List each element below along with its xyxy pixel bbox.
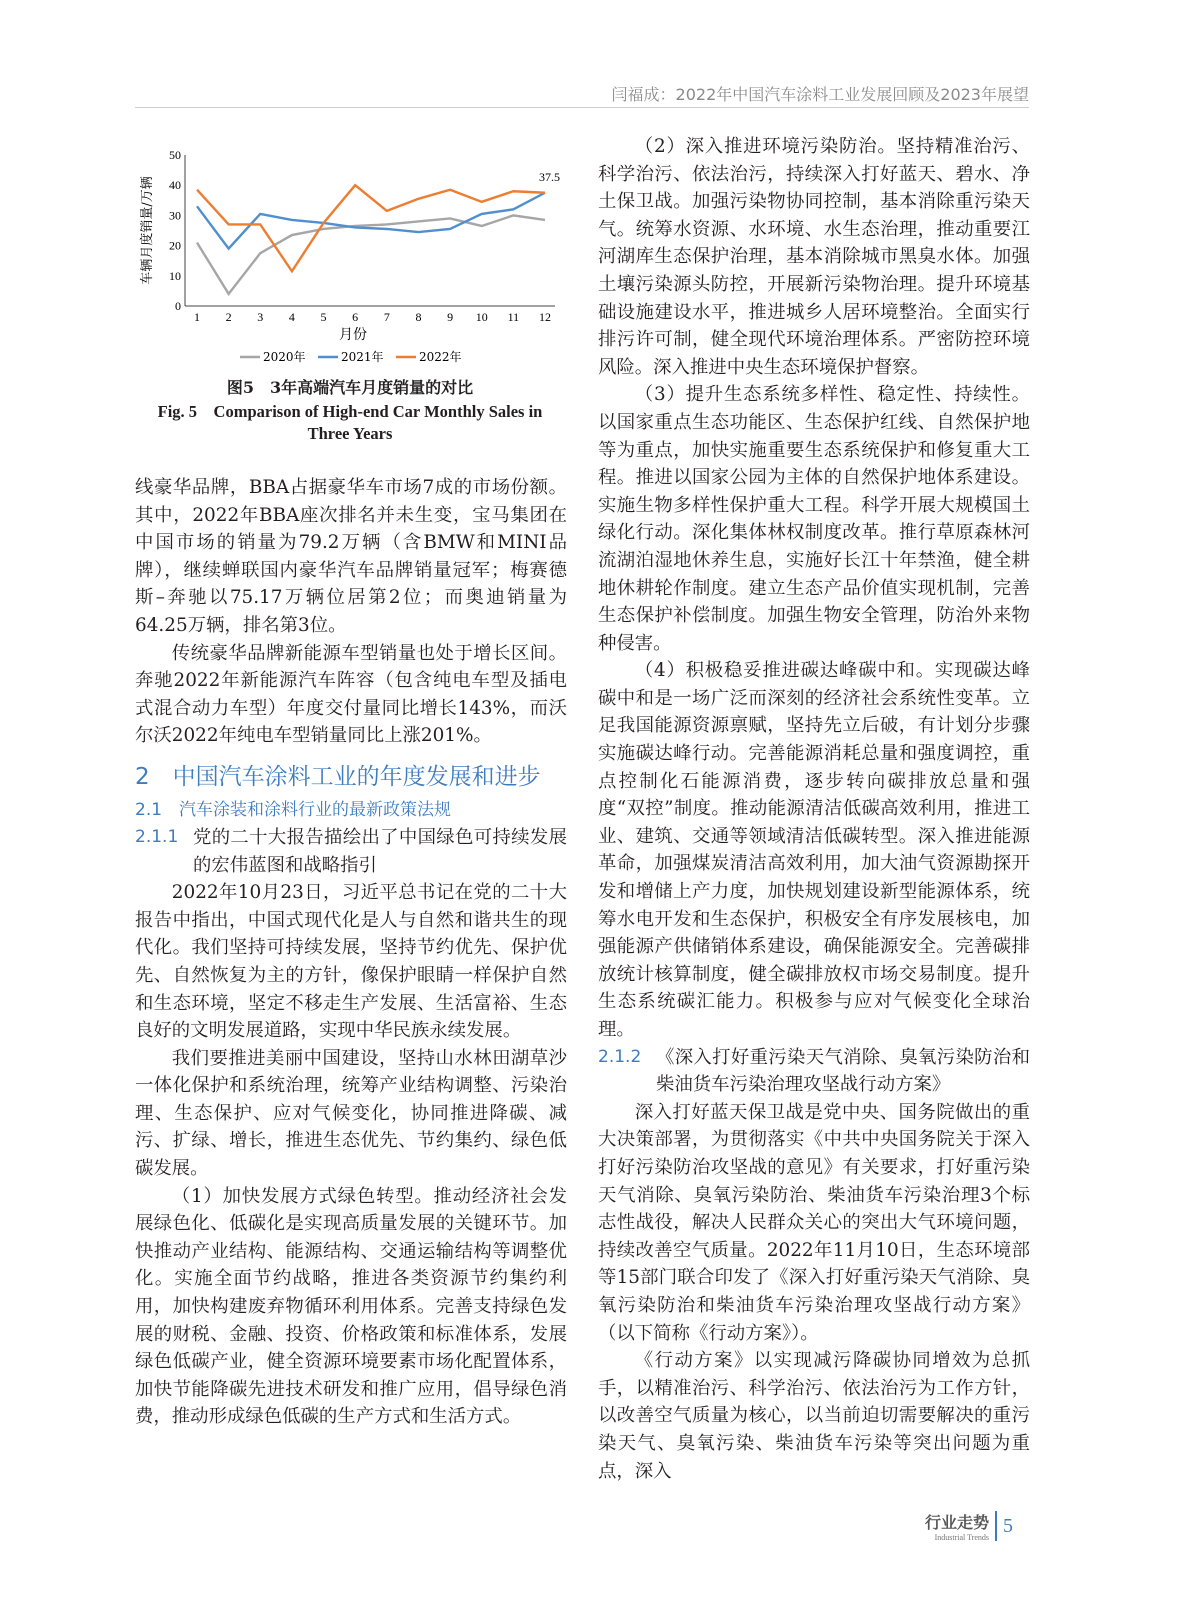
heading-number: 2.1.1 — [135, 826, 179, 847]
legend-label: 2021年 — [341, 350, 384, 364]
x-tick-label: 11 — [507, 310, 520, 324]
footer-section-en: Industrial Trends — [934, 1533, 990, 1542]
series-line-2021年 — [197, 193, 545, 249]
paragraph: 我们要推进美丽中国建设，坚持山水林田湖草沙一体化保护和系统治理，统筹产业结构调整、污染治理、生态保护、应对气候变化，协同推进降碳、减污、扩绿、增长，推进生态优先、节约集约、绿色低碳发展。 — [135, 1047, 567, 1180]
x-tick-label: 12 — [539, 310, 551, 324]
subsubsection-heading — [135, 824, 567, 879]
y-tick-label: 0 — [175, 299, 181, 313]
footer-section-cn: 行业走势 — [925, 1513, 990, 1532]
x-tick-label: 10 — [475, 310, 488, 324]
x-tick-label: 2 — [225, 310, 232, 324]
legend-label: 2022年 — [419, 350, 462, 364]
subsection-heading: 2.1 汽车涂装和涂料行业的最新政策法规 — [135, 799, 452, 820]
subsubsection-heading — [598, 1044, 1030, 1099]
y-tick-label: 40 — [169, 178, 181, 193]
figure-caption-en: Fig. 5 Comparison of High-end Car Monthly Sales in Three Years — [157, 402, 543, 443]
x-tick-label: 1 — [194, 310, 200, 324]
x-tick-label: 7 — [383, 310, 390, 324]
x-axis-label: 月份 — [339, 327, 367, 343]
y-tick-label: 10 — [169, 268, 181, 283]
paragraph: （3）提升生态系统多样性、稳定性、持续性。以国家重点生态功能区、生态保护红线、自然保护地等为重点，加快实施重要生态系统保护和修复重大工程。推进以国家公园为主体的自然保护地体系建设。实施生物多样性保护重大工程。科学开展大规模国土绿化行动。深化集体林权制度改革。推行草原森林河流湖泊湿地休养生息，实施好长江十年禁渔，健全耕地休耕轮作制度。建立生态产品价值实现机制，完善生态保护补偿制度。加强生物安全管理，防治外来物种侵害。 — [598, 384, 1030, 654]
x-tick-label: 8 — [415, 310, 422, 324]
paragraph: 线豪华品牌，BBA占据豪华车市场7成的市场份额。其中，2022年BBA座次排名并未生变，宝马集团在中国市场的销量为79.2万辆（含BMW和MINI品牌），继续蝉联国内豪华汽车品牌销量冠军；梅赛德斯–奔驰以75.17万辆位居第2位；而奥迪销量为64.25万辆，排名第3位。 — [135, 477, 567, 636]
paragraph: 2022年10月23日，习近平总书记在党的二十大报告中指出，中国式现代化是人与自然和谐共生的现代化。我们坚持可持续发展，坚持节约优先、保护优先、自然恢复为主的方针，像保护眼睛一样保护自然和生态环境，坚定不移走生产发展、生活富裕、生态良好的文明发展道路，实现中华民族永续发展。 — [135, 882, 567, 1042]
heading-number: 2.1.2 — [598, 1046, 642, 1067]
y-tick-label: 20 — [169, 238, 181, 253]
footer — [925, 1510, 1013, 1542]
y-tick-label: 50 — [169, 148, 181, 162]
x-tick-label: 6 — [352, 310, 359, 324]
left-column — [135, 474, 567, 1431]
y-axis-label: 车辆月度销量/万辆 — [140, 176, 155, 285]
paragraph: （4）积极稳妥推进碳达峰碳中和。实现碳达峰碳中和是一场广泛而深刻的经济社会系统性变革。立足我国能源资源禀赋，坚持先立后破，有计划分步骤实施碳达峰行动。完善能源消耗总量和强度调控，重点控制化石能源消费，逐步转向碳排放总量和强度“双控”制度。推动能源清洁低碳高效利用，推进工业、建筑、交通等领域清洁低碳转型。深入推进能源革命，加强煤炭清洁高效利用，加大油气资源勘探开发和增储上产力度，加快规划建设新型能源体系，统筹水电开发和生态保护，积极安全有序发展核电，加强能源产供储销体系建设，确保能源安全。完善碳排放统计核算制度，健全碳排放权市场交易制度。提升生态系统碳汇能力。积极参与应对气候变化全球治理。 — [598, 660, 1030, 1040]
x-tick-label: 9 — [447, 310, 454, 324]
heading-text: 《深入打好重污染天气消除、臭氧污染防治和柴油货车污染治理攻坚战行动方案》 — [656, 1046, 1030, 1096]
x-tick-label: 5 — [320, 310, 327, 324]
paragraph: 深入打好蓝天保卫战是党中央、国务院做出的重大决策部署，为贯彻落实《中共中央国务院关于深入打好污染防治攻坚战的意见》有关要求，打好重污染天气消除、臭氧污染防治、柴油货车污染治理3个标志性战役，解决人民群众关心的突出大气环境问题，持续改善空气质量。2022年11月10日，生态环境部等15部门联合印发了《深入打好重污染天气消除、臭氧污染防治和柴油货车污染治理攻坚战行动方案》（以下简称《行动方案》）。 — [598, 1101, 1030, 1344]
y-tick-label: 30 — [169, 208, 181, 223]
right-column — [598, 133, 1030, 1485]
line-chart — [135, 140, 565, 370]
running-header: 闫福成：2022年中国汽车涂料工业发展回顾及2023年展望 — [135, 82, 1029, 108]
paragraph: （2）深入推进环境污染防治。坚持精准治污、科学治污、依法治污，持续深入打好蓝天、碧水、净土保卫战。加强污染物协同控制，基本消除重污染天气。统筹水资源、水环境、水生态治理，推动重要江河湖库生态保护治理，基本消除城市黑臭水体。加强土壤污染源头防控，开展新污染物治理。提升环境基础设施建设水平，推进城乡人居环境整治。全面实行排污许可制，健全现代环境治理体系。严密防控环境风险。深入推进中央生态环境保护督察。 — [598, 136, 1030, 378]
paragraph: （1）加快发展方式绿色转型。推动经济社会发展绿色化、低碳化是实现高质量发展的关键环节。加快推动产业结构、能源结构、交通运输结构等调整优化。实施全面节约战略，推进各类资源节约集约利用，加快构建废弃物循环利用体系。完善支持绿色发展的财税、金融、投资、价格政策和标准体系，发展绿色低碳产业，健全资源环境要素市场化配置体系，加快节能降碳先进技术研发和推广应用，倡导绿色消费，推动形成绿色低碳的生产方式和生活方式。 — [135, 1185, 567, 1428]
section-heading: 2 中国汽车涂料工业的年度发展和进步 — [135, 763, 541, 790]
legend-label: 2020年 — [263, 350, 306, 364]
chart-svg — [135, 140, 565, 370]
figure-caption-cn: 图5 3年高端汽车月度销量的对比 — [226, 378, 474, 397]
x-tick-label: 3 — [257, 310, 264, 324]
paragraph: 传统豪华品牌新能源车型销量也处于增长区间。奔驰2022年新能源汽车阵容（包含纯电车型及插电式混合动力车型）年度交付量同比增长143%，而沃尔沃2022年纯电车型销量同比上涨201%。 — [135, 642, 567, 747]
heading-text: 党的二十大报告描绘出了中国绿色可持续发展的宏伟蓝图和战略指引 — [193, 826, 567, 876]
footer-divider — [995, 1511, 997, 1541]
paragraph: 《行动方案》以实现减污降碳协同增效为总抓手，以精准治污、科学治污、依法治污为工作方针，以改善空气质量为核心，以当前迫切需要解决的重污染天气、臭氧污染、柴油货车污染等突出问题为重点，深入 — [598, 1350, 1030, 1482]
x-tick-label: 4 — [288, 310, 295, 324]
data-label: 37.5 — [539, 169, 560, 184]
page-number: 5 — [1003, 1514, 1014, 1537]
